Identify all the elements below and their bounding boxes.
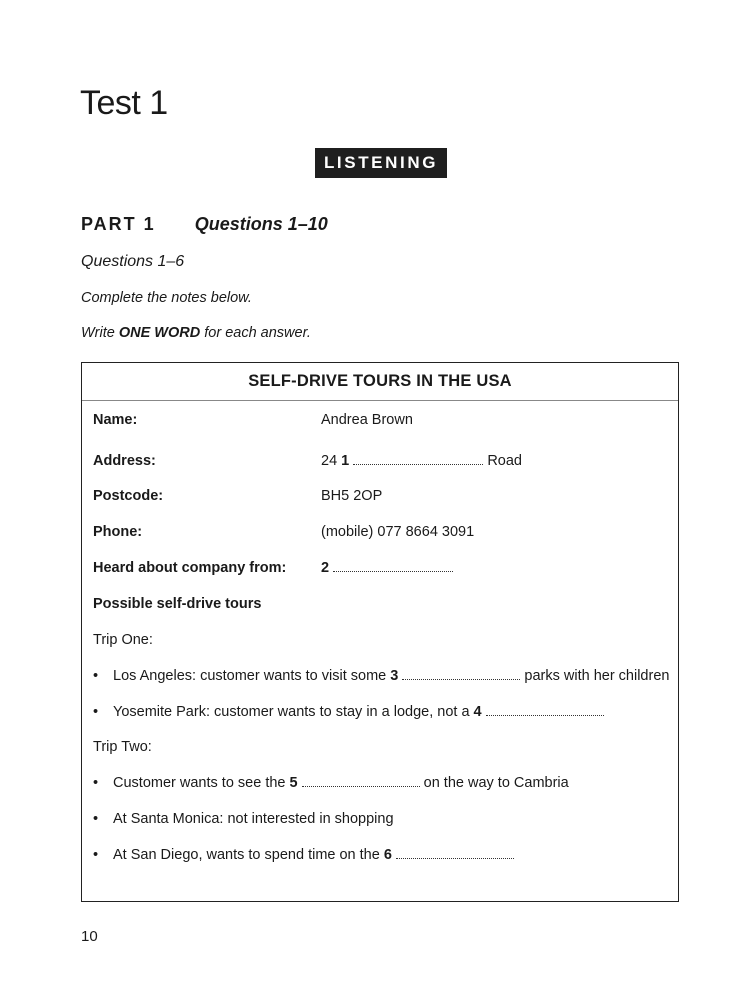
phone-label: Phone: bbox=[93, 524, 143, 540]
phone-value: (mobile) 077 8664 3091 bbox=[321, 524, 475, 540]
part-questions: Questions 1–10 bbox=[194, 214, 328, 234]
answer-blank-5[interactable] bbox=[302, 776, 420, 787]
bullet-see-on-way: • Customer wants to see the 5 on the way to Cambria bbox=[113, 775, 569, 791]
answer-blank-2[interactable] bbox=[333, 561, 453, 572]
bullet-santa-monica: • At Santa Monica: not interested in shopping bbox=[113, 811, 394, 827]
notes-form bbox=[81, 362, 679, 902]
instruction-suffix: for each answer. bbox=[200, 325, 311, 341]
question-number-4: 4 bbox=[473, 704, 482, 720]
question-number-3: 3 bbox=[390, 668, 399, 684]
heard-value bbox=[321, 560, 453, 576]
instruction-bold: ONE WORD bbox=[118, 325, 201, 341]
question-number-5: 5 bbox=[289, 775, 298, 791]
question-number-1: 1 bbox=[341, 453, 350, 469]
address-suffix: Road bbox=[487, 453, 522, 469]
section-badge: LISTENING bbox=[315, 148, 447, 178]
bullet-los-angeles: • Los Angeles: customer wants to visit some 3 parks with her children bbox=[113, 668, 669, 684]
trip-one-label: Trip One: bbox=[93, 632, 153, 648]
heard-label: Heard about company from: bbox=[93, 560, 287, 576]
part-label: PART 1 bbox=[81, 214, 156, 234]
postcode-value: BH5 2OP bbox=[321, 488, 383, 504]
part-heading bbox=[81, 214, 328, 235]
bullet-yosemite: • Yosemite Park: customer wants to stay in a lodge, not a 4 bbox=[113, 704, 604, 720]
trip-two-label: Trip Two: bbox=[93, 739, 152, 755]
address-value bbox=[321, 453, 522, 469]
name-value: Andrea Brown bbox=[321, 412, 413, 428]
instruction-prefix: Write bbox=[81, 325, 119, 341]
question-number-2: 2 bbox=[321, 560, 330, 576]
answer-blank-1[interactable] bbox=[353, 454, 483, 465]
answer-blank-6[interactable] bbox=[396, 848, 514, 859]
page-number: 10 bbox=[81, 928, 98, 945]
form-heading: SELF-DRIVE TOURS IN THE USA bbox=[82, 363, 678, 401]
address-label: Address: bbox=[93, 453, 156, 469]
address-prefix: 24 bbox=[321, 453, 338, 469]
page-title: Test 1 bbox=[80, 84, 168, 122]
bullet-san-diego: • At San Diego, wants to spend time on the 6 bbox=[113, 847, 514, 863]
question-number-6: 6 bbox=[383, 847, 392, 863]
tours-heading: Possible self-drive tours bbox=[93, 596, 262, 612]
instruction-word-limit bbox=[81, 325, 311, 341]
question-range: Questions 1–6 bbox=[81, 253, 185, 270]
name-label: Name: bbox=[93, 412, 138, 428]
postcode-label: Postcode: bbox=[93, 488, 164, 504]
answer-blank-4[interactable] bbox=[486, 705, 604, 716]
instruction-complete-notes: Complete the notes below. bbox=[81, 290, 252, 306]
answer-blank-3[interactable] bbox=[402, 669, 520, 680]
